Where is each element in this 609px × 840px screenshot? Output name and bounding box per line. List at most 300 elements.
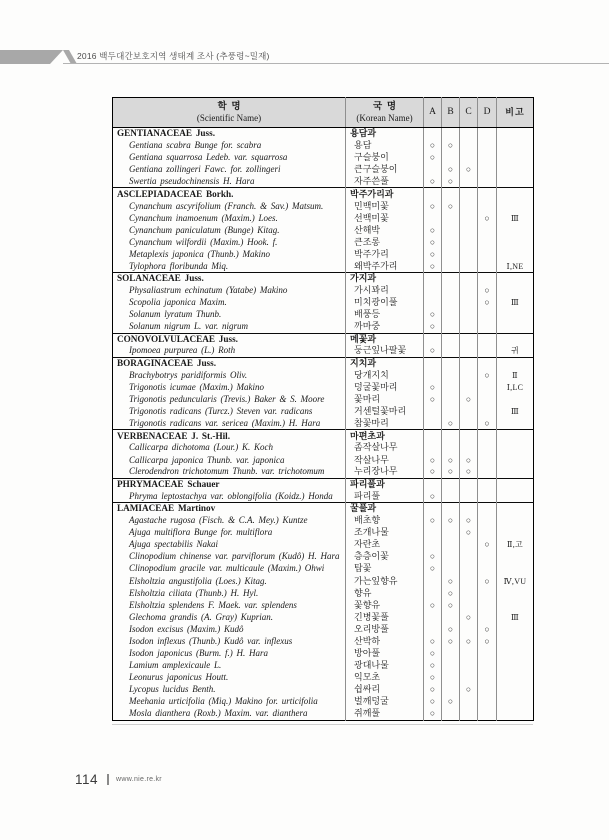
site-mark-cell-d	[478, 261, 497, 273]
site-mark-cell-b	[442, 273, 460, 285]
site-mark-cell-a	[424, 502, 442, 514]
site-mark-cell-c	[460, 345, 478, 357]
korean-name-cell: 자란초	[346, 539, 424, 551]
remark-cell	[497, 152, 534, 164]
korean-name-cell: 가는잎향유	[346, 575, 424, 587]
remark-cell	[497, 587, 534, 599]
site-mark-cell-a: ○	[424, 563, 442, 575]
site-mark-cell-d	[478, 164, 497, 176]
site-mark-cell-c	[460, 430, 478, 442]
korean-name-cell: 둥근잎나팔꽃	[346, 345, 424, 357]
site-mark-cell-a: ○	[424, 200, 442, 212]
korean-name-cell: 메꽃과	[346, 333, 424, 345]
scientific-name-cell: Mosla dianthera (Roxb.) Maxim. var. dianthera	[129, 708, 308, 719]
species-row	[113, 611, 534, 623]
remark-cell	[497, 515, 534, 527]
site-mark-cell-a	[424, 587, 442, 599]
remark-cell	[497, 285, 534, 297]
korean-name-cell: 박주가리과	[346, 188, 424, 200]
site-mark-cell-d	[478, 660, 497, 672]
korean-name-cell: 구슬붕이	[346, 152, 424, 164]
site-mark-cell-c	[460, 599, 478, 611]
site-mark-cell-c: ○	[460, 527, 478, 539]
site-mark-cell-a: ○	[424, 321, 442, 333]
species-row	[113, 200, 534, 212]
site-mark-cell-c	[460, 273, 478, 285]
remark-cell	[497, 466, 534, 478]
column-header-remark: 비고	[497, 98, 534, 128]
scientific-name-cell: Ajuga spectabilis Nakai	[129, 539, 218, 550]
species-table	[112, 97, 534, 721]
species-row	[113, 563, 534, 575]
species-row	[113, 418, 534, 430]
site-mark-cell-d	[478, 611, 497, 623]
footer-url: www.nie.re.kr	[116, 775, 162, 783]
site-mark-cell-d: ○	[478, 285, 497, 297]
scientific-name-cell: Leonurus japonicus Houtt.	[129, 672, 229, 683]
remark-cell	[497, 478, 534, 490]
scientific-name-cell: Elsholtzia angustifolia (Loes.) Kitag.	[129, 575, 267, 586]
site-mark-cell-d	[478, 672, 497, 684]
site-mark-cell-a: ○	[424, 490, 442, 502]
remark-cell	[497, 442, 534, 454]
site-mark-cell-d	[478, 430, 497, 442]
column-header-site-b: B	[442, 98, 460, 128]
site-mark-cell-a	[424, 357, 442, 369]
site-mark-cell-c	[460, 478, 478, 490]
site-mark-cell-d	[478, 684, 497, 696]
korean-name-cell: 좀작살나무	[346, 442, 424, 454]
korean-name-cell: 당개지치	[346, 369, 424, 381]
korean-name-cell: 박주가리	[346, 248, 424, 260]
site-mark-cell-c	[460, 648, 478, 660]
species-row	[113, 442, 534, 454]
running-head	[0, 48, 609, 68]
korean-name-cell: 미치광이풀	[346, 297, 424, 309]
site-mark-cell-a	[424, 442, 442, 454]
korean-name-cell: 방아풀	[346, 648, 424, 660]
site-mark-cell-b: ○	[442, 454, 460, 466]
species-row	[113, 684, 534, 696]
site-mark-cell-b	[442, 212, 460, 224]
site-mark-cell-c	[460, 708, 478, 720]
korean-name-cell: 익모초	[346, 672, 424, 684]
site-mark-cell-d: ○	[478, 539, 497, 551]
site-mark-cell-b	[442, 297, 460, 309]
site-mark-cell-d	[478, 551, 497, 563]
remark-cell	[497, 599, 534, 611]
site-mark-cell-a: ○	[424, 466, 442, 478]
korean-name-cell: 누리장나무	[346, 466, 424, 478]
scientific-name-cell: Elsholtzia ciliata (Thunb.) H. Hyl.	[129, 587, 259, 598]
site-mark-cell-c	[460, 321, 478, 333]
site-mark-cell-c	[460, 176, 478, 188]
korean-name-cell: 산해박	[346, 224, 424, 236]
site-mark-cell-b	[442, 551, 460, 563]
species-row	[113, 490, 534, 502]
site-mark-cell-c	[460, 212, 478, 224]
site-mark-cell-b	[442, 708, 460, 720]
site-mark-cell-c	[460, 539, 478, 551]
site-mark-cell-b	[442, 527, 460, 539]
species-row	[113, 623, 534, 635]
page-number: 114	[75, 771, 99, 787]
site-mark-cell-d	[478, 599, 497, 611]
site-mark-cell-d	[478, 321, 497, 333]
remark-cell	[497, 708, 534, 720]
site-mark-cell-d	[478, 176, 497, 188]
site-mark-cell-d	[478, 188, 497, 200]
site-mark-cell-d	[478, 152, 497, 164]
site-mark-cell-a	[424, 539, 442, 551]
site-mark-cell-d	[478, 200, 497, 212]
scientific-name-cell: Isodon excisus (Maxim.) Kudô	[129, 623, 244, 634]
site-mark-cell-b	[442, 611, 460, 623]
family-row	[113, 357, 534, 369]
site-mark-cell-d	[478, 381, 497, 393]
family-row	[113, 478, 534, 490]
site-mark-cell-d: ○	[478, 212, 497, 224]
site-mark-cell-a	[424, 406, 442, 418]
korean-name-cell: 가시꽈리	[346, 285, 424, 297]
species-row	[113, 176, 534, 188]
site-mark-cell-a: ○	[424, 394, 442, 406]
korean-name-cell: 향유	[346, 587, 424, 599]
remark-cell	[497, 176, 534, 188]
remark-cell: Ⅰ,NE	[497, 261, 534, 273]
species-row	[113, 309, 534, 321]
species-row	[113, 369, 534, 381]
korean-name-cell: 조개나물	[346, 527, 424, 539]
site-mark-cell-a	[424, 128, 442, 140]
remark-cell	[497, 321, 534, 333]
remark-cell	[497, 696, 534, 708]
site-mark-cell-a	[424, 611, 442, 623]
remark-cell	[497, 357, 534, 369]
species-row	[113, 152, 534, 164]
korean-name-cell: 덩굴꽃마리	[346, 381, 424, 393]
site-mark-cell-b: ○	[442, 164, 460, 176]
site-mark-cell-d	[478, 442, 497, 454]
site-mark-cell-c: ○	[460, 466, 478, 478]
scientific-name-cell: Trigonotis peduncularis (Trevis.) Baker & S. Moore	[129, 394, 325, 405]
site-mark-cell-d	[478, 333, 497, 345]
site-mark-cell-c	[460, 128, 478, 140]
site-mark-cell-b	[442, 672, 460, 684]
site-mark-cell-a: ○	[424, 261, 442, 273]
site-mark-cell-a	[424, 527, 442, 539]
site-mark-cell-a: ○	[424, 684, 442, 696]
korean-name-cell: 꿀풀과	[346, 502, 424, 514]
table-header-row	[113, 98, 534, 128]
site-mark-cell-c	[460, 672, 478, 684]
site-mark-cell-d	[478, 696, 497, 708]
site-mark-cell-c	[460, 357, 478, 369]
site-mark-cell-a	[424, 164, 442, 176]
site-mark-cell-d	[478, 345, 497, 357]
remark-cell	[497, 454, 534, 466]
site-mark-cell-a	[424, 188, 442, 200]
korean-name-cell: 참꽃마리	[346, 418, 424, 430]
site-mark-cell-a: ○	[424, 381, 442, 393]
site-mark-cell-b	[442, 684, 460, 696]
species-row	[113, 515, 534, 527]
korean-name-cell: 파리풀과	[346, 478, 424, 490]
scientific-name-cell: Gentiana zollingeri Fawc. for. zollingeri	[129, 164, 281, 175]
site-mark-cell-c: ○	[460, 454, 478, 466]
scientific-name-cell: Swertia pseudochinensis H. Hara	[129, 176, 255, 187]
site-mark-cell-a: ○	[424, 660, 442, 672]
site-mark-cell-b	[442, 563, 460, 575]
site-mark-cell-c	[460, 696, 478, 708]
site-mark-cell-d	[478, 140, 497, 152]
site-mark-cell-a	[424, 430, 442, 442]
scientific-name-cell: ASCLEPIADACEAE Borkh.	[113, 188, 346, 200]
korean-name-cell: 쉽싸리	[346, 684, 424, 696]
site-mark-cell-d	[478, 248, 497, 260]
scientific-name-cell: Trigonotis icumae (Maxim.) Makino	[129, 382, 264, 393]
remark-cell	[497, 563, 534, 575]
scientific-name-cell: Agastache rugosa (Fisch. & C.A. Mey.) Kuntze	[129, 515, 308, 526]
site-mark-cell-a: ○	[424, 248, 442, 260]
scientific-name-cell: BORAGINACEAE Juss.	[113, 357, 346, 369]
site-mark-cell-c: ○	[460, 164, 478, 176]
site-mark-cell-c: ○	[460, 684, 478, 696]
korean-name-cell: 배풍등	[346, 309, 424, 321]
site-mark-cell-c	[460, 188, 478, 200]
species-row	[113, 140, 534, 152]
site-mark-cell-d	[478, 454, 497, 466]
scientific-name-cell: LAMIACEAE Martinov	[113, 502, 346, 514]
scientific-name-cell: Elsholtzia splendens F. Maek. var. splendens	[129, 599, 297, 610]
site-mark-cell-c	[460, 623, 478, 635]
korean-name-cell: 층층이꽃	[346, 551, 424, 563]
scientific-name-cell: Callicarpa dichotoma (Lour.) K. Koch	[129, 442, 274, 453]
species-row	[113, 236, 534, 248]
korean-name-cell: 오리방풀	[346, 623, 424, 635]
site-mark-cell-c	[460, 297, 478, 309]
site-mark-cell-b: ○	[442, 140, 460, 152]
site-mark-cell-b: ○	[442, 587, 460, 599]
site-mark-cell-c	[460, 575, 478, 587]
site-mark-cell-a: ○	[424, 515, 442, 527]
site-mark-cell-c	[460, 490, 478, 502]
site-mark-cell-d	[478, 515, 497, 527]
korean-name-cell: 가지과	[346, 273, 424, 285]
site-mark-cell-c	[460, 224, 478, 236]
site-mark-cell-a	[424, 212, 442, 224]
scientific-name-cell: Scopolia japonica Maxim.	[129, 297, 227, 308]
remark-cell	[497, 164, 534, 176]
species-row	[113, 660, 534, 672]
scientific-name-cell: Cynanchum ascyrifolium (Franch. & Sav.) Matsum.	[129, 200, 324, 211]
remark-cell	[497, 140, 534, 152]
site-mark-cell-a: ○	[424, 672, 442, 684]
species-row	[113, 321, 534, 333]
site-mark-cell-c	[460, 236, 478, 248]
running-head-title: 2016 백두대간보호지역 생태계 조사 (추풍령~밀재)	[77, 51, 270, 61]
scientific-name-cell: Solanum lyratum Thunb.	[129, 309, 222, 320]
scientific-name-cell: Isodon inflexus (Thunb.) Kudô var. inflexus	[129, 635, 293, 646]
site-mark-cell-d	[478, 224, 497, 236]
site-mark-cell-a: ○	[424, 224, 442, 236]
remark-cell: Ⅱ,고	[497, 539, 534, 551]
site-mark-cell-a: ○	[424, 551, 442, 563]
scientific-name-cell: Ajuga multiflora Bunge for. multiflora	[129, 527, 273, 538]
site-mark-cell-d	[478, 273, 497, 285]
remark-cell	[497, 635, 534, 647]
scientific-name-cell: VERBENACEAE J. St.-Hil.	[113, 430, 346, 442]
site-mark-cell-d: ○	[478, 623, 497, 635]
site-mark-cell-b	[442, 333, 460, 345]
scientific-name-cell: Clerodendron trichotomum Thunb. var. trichotomum	[129, 466, 325, 477]
species-row	[113, 672, 534, 684]
site-mark-cell-d	[478, 648, 497, 660]
site-mark-cell-a: ○	[424, 696, 442, 708]
site-mark-cell-b: ○	[442, 466, 460, 478]
site-mark-cell-d	[478, 357, 497, 369]
site-mark-cell-d	[478, 236, 497, 248]
site-mark-cell-d	[478, 563, 497, 575]
site-mark-cell-b	[442, 128, 460, 140]
site-mark-cell-b: ○	[442, 515, 460, 527]
footer-separator	[107, 774, 109, 785]
site-mark-cell-c	[460, 418, 478, 430]
korean-name-cell: 배초향	[346, 515, 424, 527]
korean-name-cell: 벌깨덩굴	[346, 696, 424, 708]
site-mark-cell-a	[424, 623, 442, 635]
scientific-name-cell: Lycopus lucidus Benth.	[129, 684, 216, 695]
species-row	[113, 212, 534, 224]
family-row	[113, 128, 534, 140]
family-row	[113, 502, 534, 514]
remark-cell	[497, 430, 534, 442]
scientific-name-cell: SOLANACEAE Juss.	[113, 273, 346, 285]
site-mark-cell-a	[424, 575, 442, 587]
site-mark-cell-a: ○	[424, 140, 442, 152]
site-mark-cell-b: ○	[442, 635, 460, 647]
site-mark-cell-d	[478, 478, 497, 490]
site-mark-cell-b	[442, 224, 460, 236]
site-mark-cell-c: ○	[460, 515, 478, 527]
scientific-name-cell: Cynanchum wilfordii (Maxim.) Hook. f.	[129, 236, 278, 247]
remark-cell	[497, 224, 534, 236]
korean-name-cell: 왜박주가리	[346, 261, 424, 273]
species-row	[113, 648, 534, 660]
scientific-name-cell: Callicarpa japonica Thunb. var. japonica	[129, 454, 285, 465]
site-mark-cell-b	[442, 248, 460, 260]
site-mark-cell-c	[460, 442, 478, 454]
site-mark-cell-c	[460, 587, 478, 599]
site-mark-cell-a: ○	[424, 236, 442, 248]
site-mark-cell-d	[478, 466, 497, 478]
site-mark-cell-c	[460, 248, 478, 260]
site-mark-cell-a: ○	[424, 309, 442, 321]
korean-name-cell: 산박하	[346, 635, 424, 647]
species-row	[113, 708, 534, 720]
site-mark-cell-c	[460, 660, 478, 672]
site-mark-cell-c	[460, 551, 478, 563]
site-mark-cell-b	[442, 394, 460, 406]
species-row	[113, 406, 534, 418]
site-mark-cell-a: ○	[424, 454, 442, 466]
site-mark-cell-c	[460, 285, 478, 297]
site-mark-cell-a	[424, 369, 442, 381]
site-mark-cell-b	[442, 309, 460, 321]
remark-cell: 귀	[497, 345, 534, 357]
korean-name-cell: 거센털꽃마리	[346, 406, 424, 418]
site-mark-cell-a	[424, 478, 442, 490]
korean-name-cell: 지치과	[346, 357, 424, 369]
scientific-name-cell: Gentiana squarrosa Ledeb. var. squarrosa	[129, 152, 288, 163]
korean-name-cell: 자주쓴풀	[346, 176, 424, 188]
site-mark-cell-a	[424, 297, 442, 309]
scientific-name-cell: Physaliastrum echinatum (Yatabe) Makino	[129, 285, 288, 296]
site-mark-cell-a: ○	[424, 176, 442, 188]
scientific-name-cell: Trigonotis radicans var. sericea (Maxim.) H. Hara	[129, 418, 321, 429]
site-mark-cell-b	[442, 357, 460, 369]
site-mark-cell-b: ○	[442, 599, 460, 611]
column-header-site-c: C	[460, 98, 478, 128]
korean-name-cell: 마편초과	[346, 430, 424, 442]
site-mark-cell-a	[424, 333, 442, 345]
remark-cell: Ⅳ,VU	[497, 575, 534, 587]
remark-cell: Ⅱ	[497, 369, 534, 381]
site-mark-cell-b: ○	[442, 176, 460, 188]
remark-cell	[497, 490, 534, 502]
species-row	[113, 635, 534, 647]
site-mark-cell-b	[442, 188, 460, 200]
species-row	[113, 164, 534, 176]
scientific-name-cell: Lamium amplexicaule L.	[129, 660, 222, 671]
site-mark-cell-d	[478, 708, 497, 720]
site-mark-cell-c	[460, 200, 478, 212]
column-header-site-a: A	[424, 98, 442, 128]
table-under-rule	[112, 724, 533, 725]
site-mark-cell-b	[442, 285, 460, 297]
scientific-name-cell: Meehania urticifolia (Miq.) Makino for. urticifolia	[129, 696, 318, 707]
remark-cell	[497, 236, 534, 248]
site-mark-cell-c	[460, 140, 478, 152]
site-mark-cell-c: ○	[460, 635, 478, 647]
remark-cell: Ⅲ	[497, 212, 534, 224]
site-mark-cell-b: ○	[442, 200, 460, 212]
remark-cell	[497, 502, 534, 514]
remark-cell	[497, 394, 534, 406]
scientific-name-cell: Clinopodium gracile var. multicaule (Maxim.) Ohwi	[129, 563, 325, 574]
remark-cell	[497, 309, 534, 321]
species-row	[113, 248, 534, 260]
remark-cell: Ⅲ	[497, 297, 534, 309]
site-mark-cell-a: ○	[424, 345, 442, 357]
family-row	[113, 273, 534, 285]
column-header-scientific-name: 학 명 (Scientific Name)	[113, 98, 346, 128]
site-mark-cell-a: ○	[424, 648, 442, 660]
site-mark-cell-b	[442, 442, 460, 454]
remark-cell	[497, 128, 534, 140]
species-row	[113, 466, 534, 478]
site-mark-cell-b	[442, 261, 460, 273]
site-mark-cell-c	[460, 563, 478, 575]
remark-cell	[497, 248, 534, 260]
site-mark-cell-a	[424, 273, 442, 285]
korean-name-cell: 작살나무	[346, 454, 424, 466]
korean-name-cell: 까마중	[346, 321, 424, 333]
site-mark-cell-c	[460, 333, 478, 345]
family-row	[113, 430, 534, 442]
flora-table	[112, 97, 533, 721]
site-mark-cell-b	[442, 539, 460, 551]
